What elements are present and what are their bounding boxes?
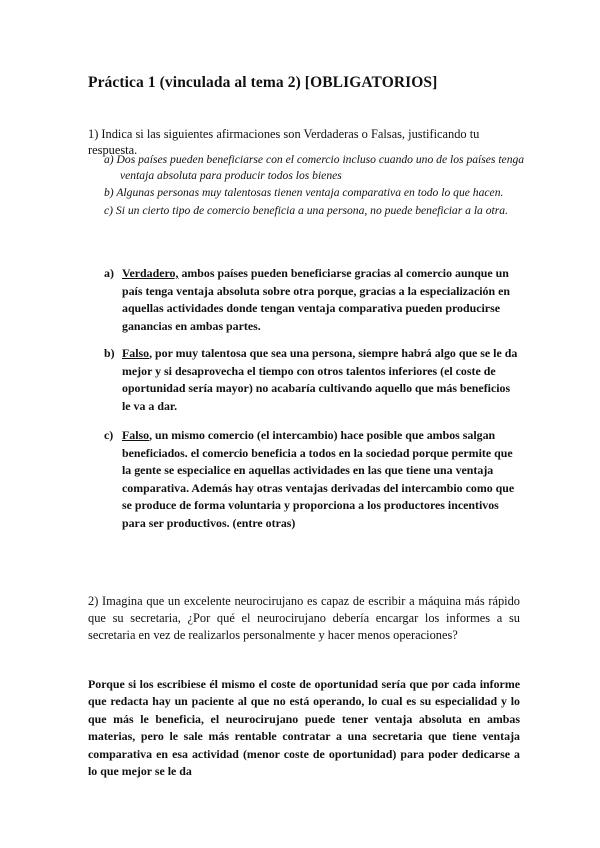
answer-b-text: , por muy talentosa que sea una persona, siempre habrá algo que se le da mejor y si desaprovecha el tiempo con otros talentos inferiores (el coste de oportunidad sería mayor) no acabaría cultivando aquello que más beneficios le va a dar.: [122, 346, 518, 413]
answer-2: Porque si los escribiese él mismo el coste de oportunidad sería que por cada informe que redacta hay un paciente al que no está operando, lo cual es su especialidad y lo que más le beneficia, el neurocirujano puede tener ventaja absoluta en ambas materias, pero le sale más rentable contratar a una secretaria que tiene ventaja comparativa en esa actividad (menor coste de oportunidad) para poder dedicarse a lo que mejor se le da: [88, 677, 520, 779]
answer-c-label: c): [104, 428, 114, 442]
answer-b-body: [122, 345, 519, 415]
answer-a-label: a): [104, 266, 114, 280]
answer-a-text: ambos países pueden beneficiarse gracias al comercio aunque un país tenga ventaja absoluta sobre otra porque, gracias a la especialización en aquellas actividades donde tengan ventaja comparativa pueden producirse ganancias en ambas partes.: [122, 266, 510, 333]
answer-a-verdict: Verdadero,: [122, 266, 179, 280]
answer-b: [104, 345, 519, 415]
answer-c-text: , un mismo comercio (el intercambio) hace posible que ambos salgan beneficiados. el comercio beneficia a todos en la sociedad porque permite que la gente se especialice en aquellas actividades en las que tiene una ventaja comparativa. Además hay otras ventajas derivadas del intercambio como que se produce de forma voluntaria y proporciona a los productores incentivos para ser productivos. (entre otras): [122, 428, 515, 530]
answer-a: [104, 265, 519, 335]
answer-b-verdict: Falso: [122, 346, 150, 360]
statement-c: c) Si un cierto tipo de comercio beneficia a una persona, no puede beneficiar a la otra.: [104, 203, 508, 217]
statement-b: b) Algunas personas muy talentosas tienen ventaja comparativa en todo lo que hacen.: [104, 186, 504, 200]
answer-c-body: [122, 427, 519, 533]
answer-b-label: b): [104, 346, 115, 360]
statements-list: [104, 152, 534, 220]
answer-c-verdict: Falso: [122, 428, 150, 442]
answer-a-body: [122, 265, 519, 335]
answer-c: [104, 427, 519, 533]
question-1: 1) Indica si las siguientes afirmaciones son Verdaderas o Falsas, justificando tu respuesta.: [88, 127, 480, 157]
statement-a: a) Dos países pueden beneficiarse con el comercio incluso cuando uno de los países tenga ventaja absoluta para producir todos los bienes: [104, 153, 525, 182]
document-title: Práctica 1 (vinculada al tema 2) [OBLIGATORIOS]: [88, 74, 438, 91]
question-2: 2) Imagina que un excelente neurocirujano es capaz de escribir a máquina más rápido que su secretaria, ¿Por qué el neurocirujano debería encargar los informes a su secretaria en vez de realizarlos personalmente y hacer menos operaciones?: [88, 594, 520, 642]
